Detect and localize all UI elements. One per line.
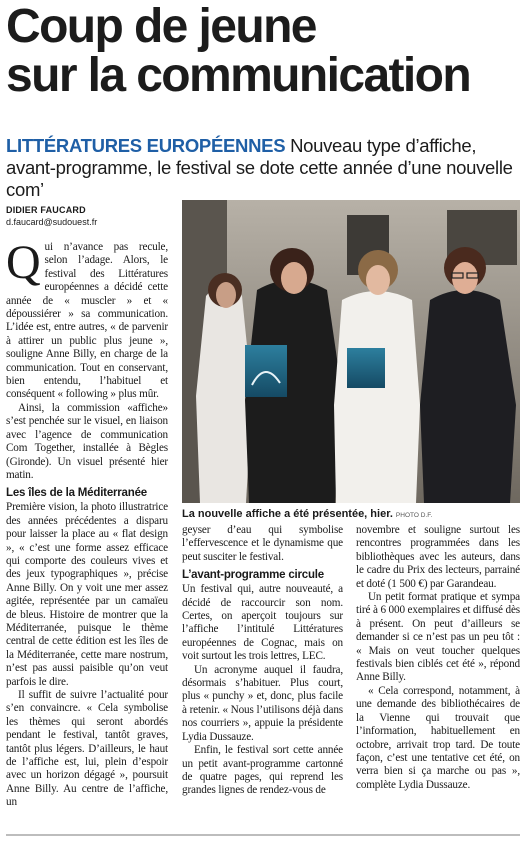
paragraph: Enfin, le festival sort cette année un petit avant-programme cartonné de quatre pages, qui reprend les grandes lignes de rendez-vous de <box>182 744 343 797</box>
paragraph: novembre et souligne surtout les rencontres programmées dans les bibliothèques avec les auteurs, dans le cadre du Prix des lecteurs, parrainé et doté (1 500 €) par Garandeau. <box>356 524 520 590</box>
paragraph: Un acronyme auquel il faudra, désormais s’habituer. Plus court, plus « punchy » et, donc, plus facile à retenir. « Nous l’utilisons déjà dans nos courriers », appuie la présidente Lydia Dussauze. <box>182 663 343 743</box>
photo-illustration <box>182 200 520 503</box>
deck <box>6 135 518 201</box>
headline <box>6 2 521 100</box>
byline-author: DIDIER FAUCARD <box>6 205 86 215</box>
paragraph: Un festival qui, autre nouveauté, a décidé de raccourcir son nom. Certes, on aperçoit toujours sur l’affiche l’intitulé Littératures européennes de Cognac, mais on voit surtout les trois lettres, LEC. <box>182 583 343 663</box>
headline-line-2: sur la communication <box>6 49 471 102</box>
photo-caption: La nouvelle affiche a été présentée, hier. PHOTO D.F. <box>182 508 433 520</box>
article-column-3 <box>356 524 520 792</box>
article-photo <box>182 200 520 503</box>
subheading: L’avant-programme circule <box>182 569 324 582</box>
paragraph: Ainsi, la commission «affiche» s’est penchée sur le visuel, en liaison avec l’agence de communication Com Together, installée à Bègles (Gironde). Un visuel présenté hier matin. <box>6 401 168 481</box>
subheading: Les îles de la Méditerranée <box>6 487 147 500</box>
paragraph: « Cela correspond, notamment, à une demande des bibliothécaires de la Vienne qui trouvait que l’information, habituellement en octobre, arrivait trop tard. De toute façon, c’est une tentative cet été, on verra bien si ça marche ou pas », complète Lydia Dussauze. <box>356 684 520 791</box>
bottom-rule <box>6 834 520 836</box>
headline-line-1: Coup de jeune <box>6 0 316 53</box>
dropcap: Q <box>6 236 41 289</box>
paragraph: geyser d’eau qui symbolise l’effervescence et le dynamisme que peut susciter le festival. <box>182 524 343 563</box>
paragraph: Un petit format pratique et sympa tiré à 6 000 exemplaires et diffusé dès à présent. On peut d’ailleurs se demander si ce n’est pas un peu tôt : « Mais on veut toucher quelques festivals bien ciblés cet été », répond Anne Billy. <box>356 591 520 684</box>
deck-text: Nouveau type d’affiche, avant-programme, le festival se dote cette année d’une nouvelle com’ <box>6 135 513 200</box>
paragraph: Il suffit de suivre l’actualité pour s’en convaincre. « Cela symbolise les thèmes qui seront abordés pendant le festival, tantôt graves, tantôt plus légers. D’ailleurs, le haut de l’affiche est, lui, plein d’espoir avec un horizon dégagé », poursuit Anne Billy. Au centre de l’affiche, un <box>6 689 168 809</box>
byline <box>6 204 97 228</box>
article-column-2 <box>182 524 343 798</box>
byline-email: d.faucard@sudouest.fr <box>6 217 98 227</box>
photo-credit: PHOTO D.F. <box>395 512 433 519</box>
deck-kicker: LITTÉRATURES EUROPÉENNES <box>6 135 286 156</box>
paragraph: Qui n’avance pas recule, selon l’adage. Alors, le festival des Littératures européennes a décidé cette année de « muscler » et « dépoussiérer » sa communication. L’idée est, entre autres, « de parvenir à attirer un public plus jeune », souligne Anne Billy, en charge de la communication. Tout en conservant, bien entendu, l’habituel et conséquent « following » plus mûr. <box>6 236 168 401</box>
paragraph: Première vision, la photo illustratrice des années précédentes a disparu pour laisser la place au « flat design », « c’est une forme assez efficace qui comporte des couleurs vives et des jeux typographiques », précise Anne Billy. On y voit une mer assez agitée, représentée par un camaïeu de bleus. Histoire de montrer que la Méditerranée, puisque le thème central de cette édition est les îles de la Méditerranée, cette mare nostrum, n’est pas aussi paisible qu’on veut parfois le dire. <box>6 501 168 688</box>
article-column-1 <box>6 236 168 810</box>
